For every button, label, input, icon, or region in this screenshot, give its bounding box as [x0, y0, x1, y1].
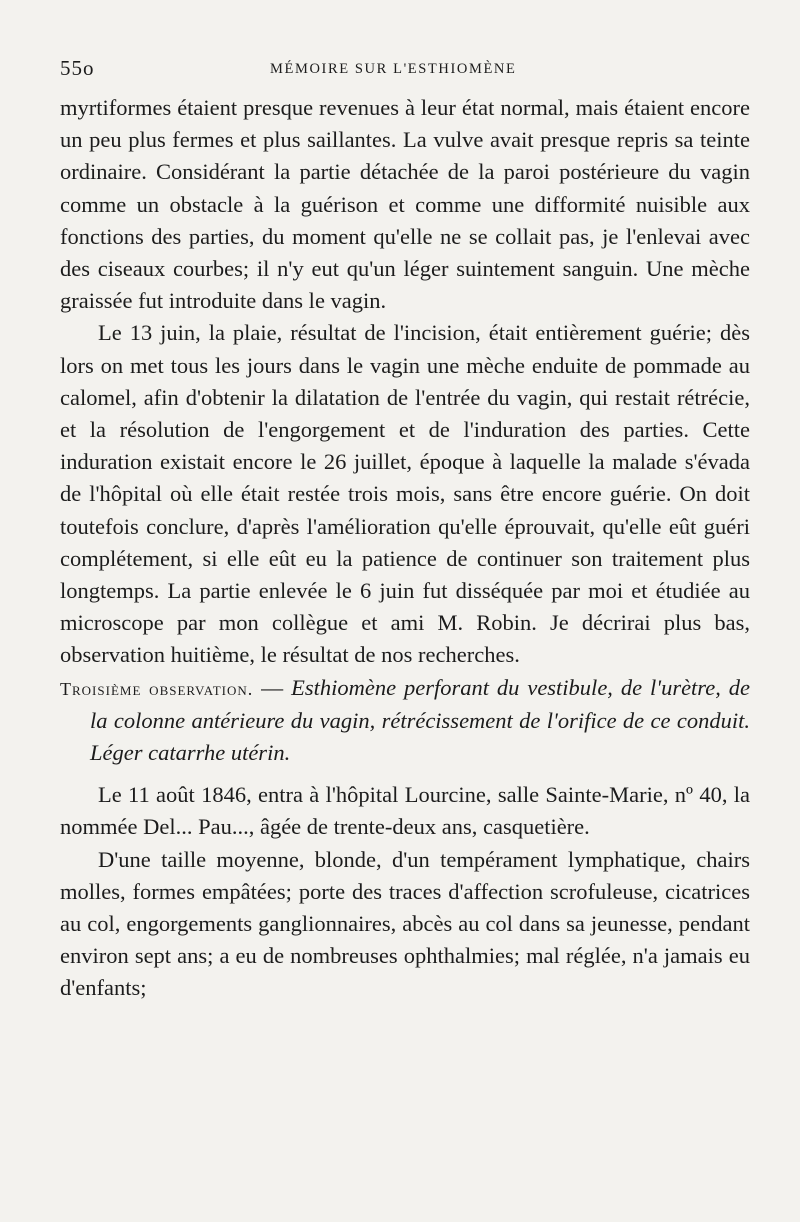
paragraph-admission: Le 11 août 1846, entra à l'hôpital Lourcine, salle Sainte-Marie, nº 40, la nommée Del... Pau..., âgée de trente-deux ans, casquetière. [60, 782, 750, 840]
running-title: MÉMOIRE SUR L'ESTHIOMÈNE [270, 61, 517, 77]
paragraph-patient-description: D'une taille moyenne, blonde, d'un tempérament lymphatique, chairs molles, formes empâtées; porte des traces d'affection scrofuleuse, cicatrices au col, engorgements ganglionnaires, abcès au col dans sa jeunesse, pendant environ sept ans; a eu de nombreuses ophthalmies; mal réglée, n'a jamais eu d'enfants; [60, 846, 750, 1001]
paragraph-continuation: myrtiformes étaient presque revenues à leur état normal, mais étaient encore un peu plus fermes et plus saillantes. La vulve avait presque repris sa teinte ordinaire. Considérant la partie détachée de la paroi postérieure du vagin comme un obstacle à la guérison et comme une difformité nuisible aux fonctions des parties, du moment qu'elle ne se collait pas, je l'enlevai avec des ciseaux courbes; il n'y eut qu'un léger suintement sanguin. Une mèche graissée fut introduite dans le vagin. [60, 95, 750, 314]
paragraph-june-13: Le 13 juin, la plaie, résultat de l'incision, était entièrement guérie; dès lors on met tous les jours dans le vagin une mèche enduite de pommade au calomel, afin d'obtenir la dilatation de l'entrée du vagin, qui restait rétrécie, et la résolution de l'engorgement et de l'induration des parties. Cette induration existait encore le 26 juillet, époque à laquelle la malade s'évada de l'hôpital où elle était restée trois mois, sans être encore guérie. On doit toutefois conclure, d'après l'amélioration qu'elle éprouvait, qu'elle eût guéri complétement, si elle eût eu la patience de continuer son traitement plus longtemps. La partie enlevée le 6 juin fut disséquée par moi et étudiée au microscope par mon collègue et ami M. Robin. Je décrirai plus bas, observation huitième, le résultat de nos recherches. [60, 320, 750, 668]
observation-heading [60, 672, 750, 770]
observation-dash: — [261, 674, 284, 700]
observation-title: Troisième observation. [60, 678, 254, 699]
observation-description: Esthiomène perforant du vestibule, de l'urètre, de la colonne antérieure du vagin, rétrécissement de l'orifice de ce conduit. Léger catarrhe utérin. [90, 674, 750, 766]
page-number: 55o [60, 56, 95, 80]
page-body [60, 92, 750, 1005]
page-header [60, 56, 760, 86]
